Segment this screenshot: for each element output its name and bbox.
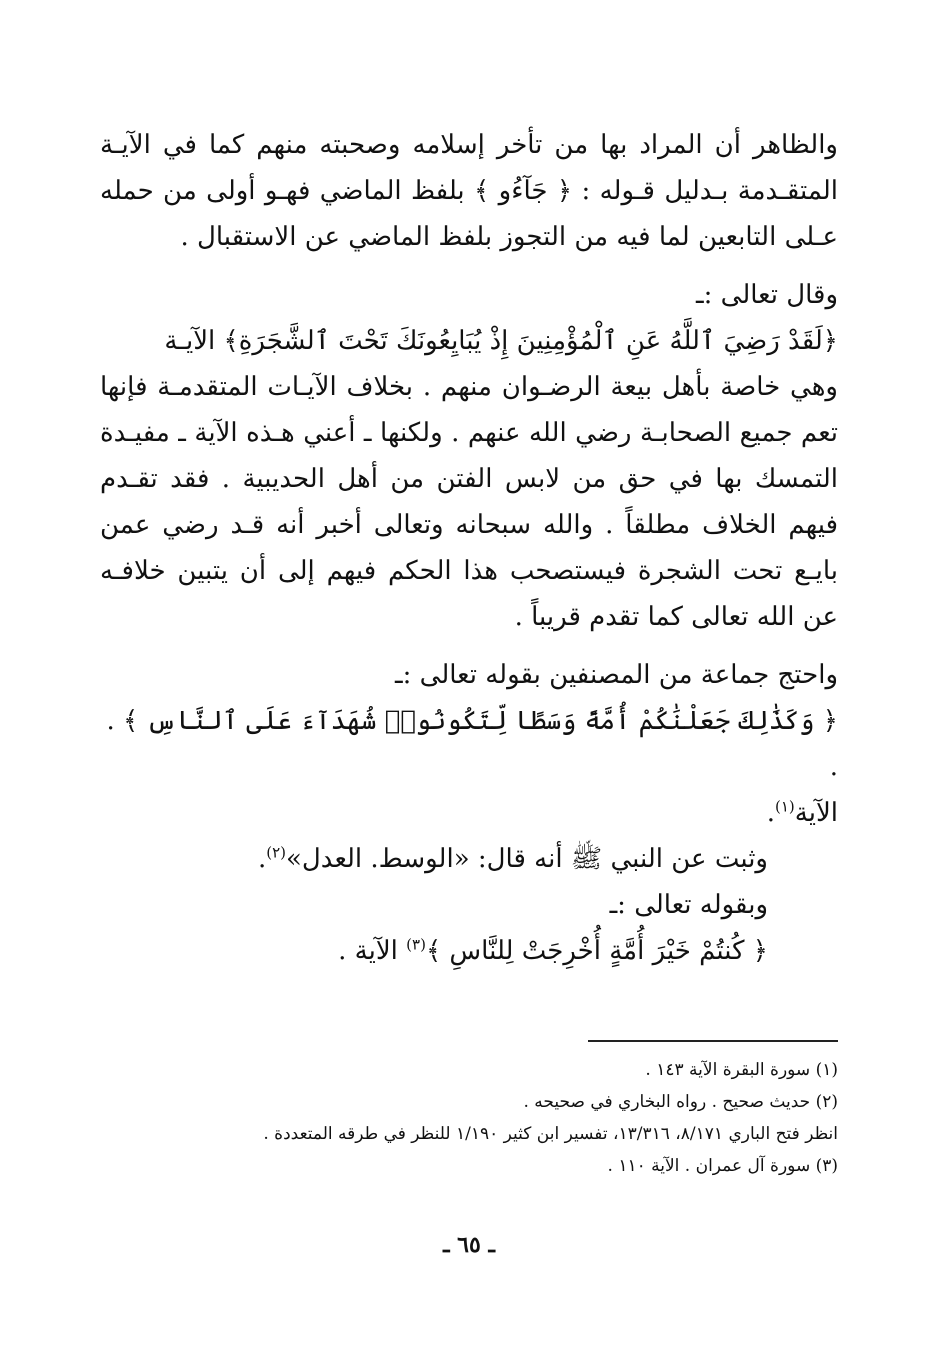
verse-2-tail xyxy=(100,790,838,836)
footnote-separator xyxy=(588,1040,838,1042)
verse-3: ﴿ كُنتُمْ خَيْرَ أُمَّةٍ أُخْرِجَتْ لِلنَّاسِ ﴾ xyxy=(425,936,768,966)
footnote-1: (١) سورة البقرة الآية ١٤٣ . xyxy=(645,1060,838,1080)
main-text xyxy=(100,122,838,974)
hadith-text: وثبت عن النبي ﷺ أنه قال: «الوسط. العدل» xyxy=(286,844,768,874)
paragraph-9: وبقوله تعالى :ـ xyxy=(609,890,768,920)
footnote-ref-1: (١) xyxy=(774,797,795,816)
footnote-3: (٣) سورة آل عمران . الآية ١١٠ . xyxy=(607,1156,838,1176)
verse-3-line xyxy=(100,928,838,974)
verse-3-end: الآية . xyxy=(338,936,398,966)
paragraph-4: وهي خاصة بأهل بيعة الرضـوان منهم . بخلاف الآيـات المتقدمـة فإنها تعم جميع الصحابـة رضي الله عنهم . ولكنها ـ أعني هـذه الآية ـ مفيـدة التمسك بها في حق من لابس الفتن من أهل الحديبية . فقد تقـدم فيهم الخلاف مطلقاً . والله سبحانه وتعالى أخبر أنه قـد رضي عمن بايـع تحت الشجرة فيستصحب هذا الحكم فيهم إلى أن يتبين خلافـه عن الله تعالى كما تقدم قريباً . xyxy=(100,372,838,632)
verse-2-tail-end: . xyxy=(766,798,775,828)
footnote-2: (٢) حديث صحيح . رواه البخاري في صحيحه . xyxy=(523,1092,838,1112)
footnote-ref-2: (٢) xyxy=(266,843,286,862)
verse-2-tail-text: الآية xyxy=(794,798,838,828)
footnote-ref-3: (٣) xyxy=(406,935,426,954)
verse-2: ﴿ وَكَذَٰلِكَ جَعَلْنَٰكُمْ أُمَّةً وَسَطًا لِّتَكُونُوا۟ شُهَدَآءَ عَلَى ٱلنَّاسِ ﴾ . . xyxy=(106,706,838,782)
paragraph-8 xyxy=(100,836,838,882)
page-number: ـ ٦٥ ـ xyxy=(443,1232,495,1258)
paragraph-2: وقال تعالى :ـ xyxy=(696,280,838,310)
verse-1: ﴿لَقَدْ رَضِيَ ٱللَّهُ عَنِ ٱلْمُؤْمِنِينَ إِذْ يُبَايِعُونَكَ تَحْتَ ٱلشَّجَرَةِ﴾ الآيـة xyxy=(164,326,838,356)
paragraph-1: والظاهر أن المراد بها من تأخر إسلامه وصحبته منهم كما في الآيـة المتقـدمة بـدليل قـوله : ﴿ جَآءُو ﴾ بلفظ الماضي فهـو أولى من حمله عـلى التابعين لما فيه من التجوز بلفظ الماضي عن الاستقبال . xyxy=(100,130,838,252)
hadith-end: . xyxy=(257,844,267,874)
footnotes xyxy=(90,1054,838,1182)
paragraph-5: واحتج جماعة من المصنفين بقوله تعالى :ـ xyxy=(395,660,838,690)
footnote-2-continued: انظر فتح الباري ٨/١٧١، ١٣/٣١٦، تفسير ابن كثير ١/١٩٠ للنظر في طرقه المتعددة . xyxy=(263,1124,838,1144)
